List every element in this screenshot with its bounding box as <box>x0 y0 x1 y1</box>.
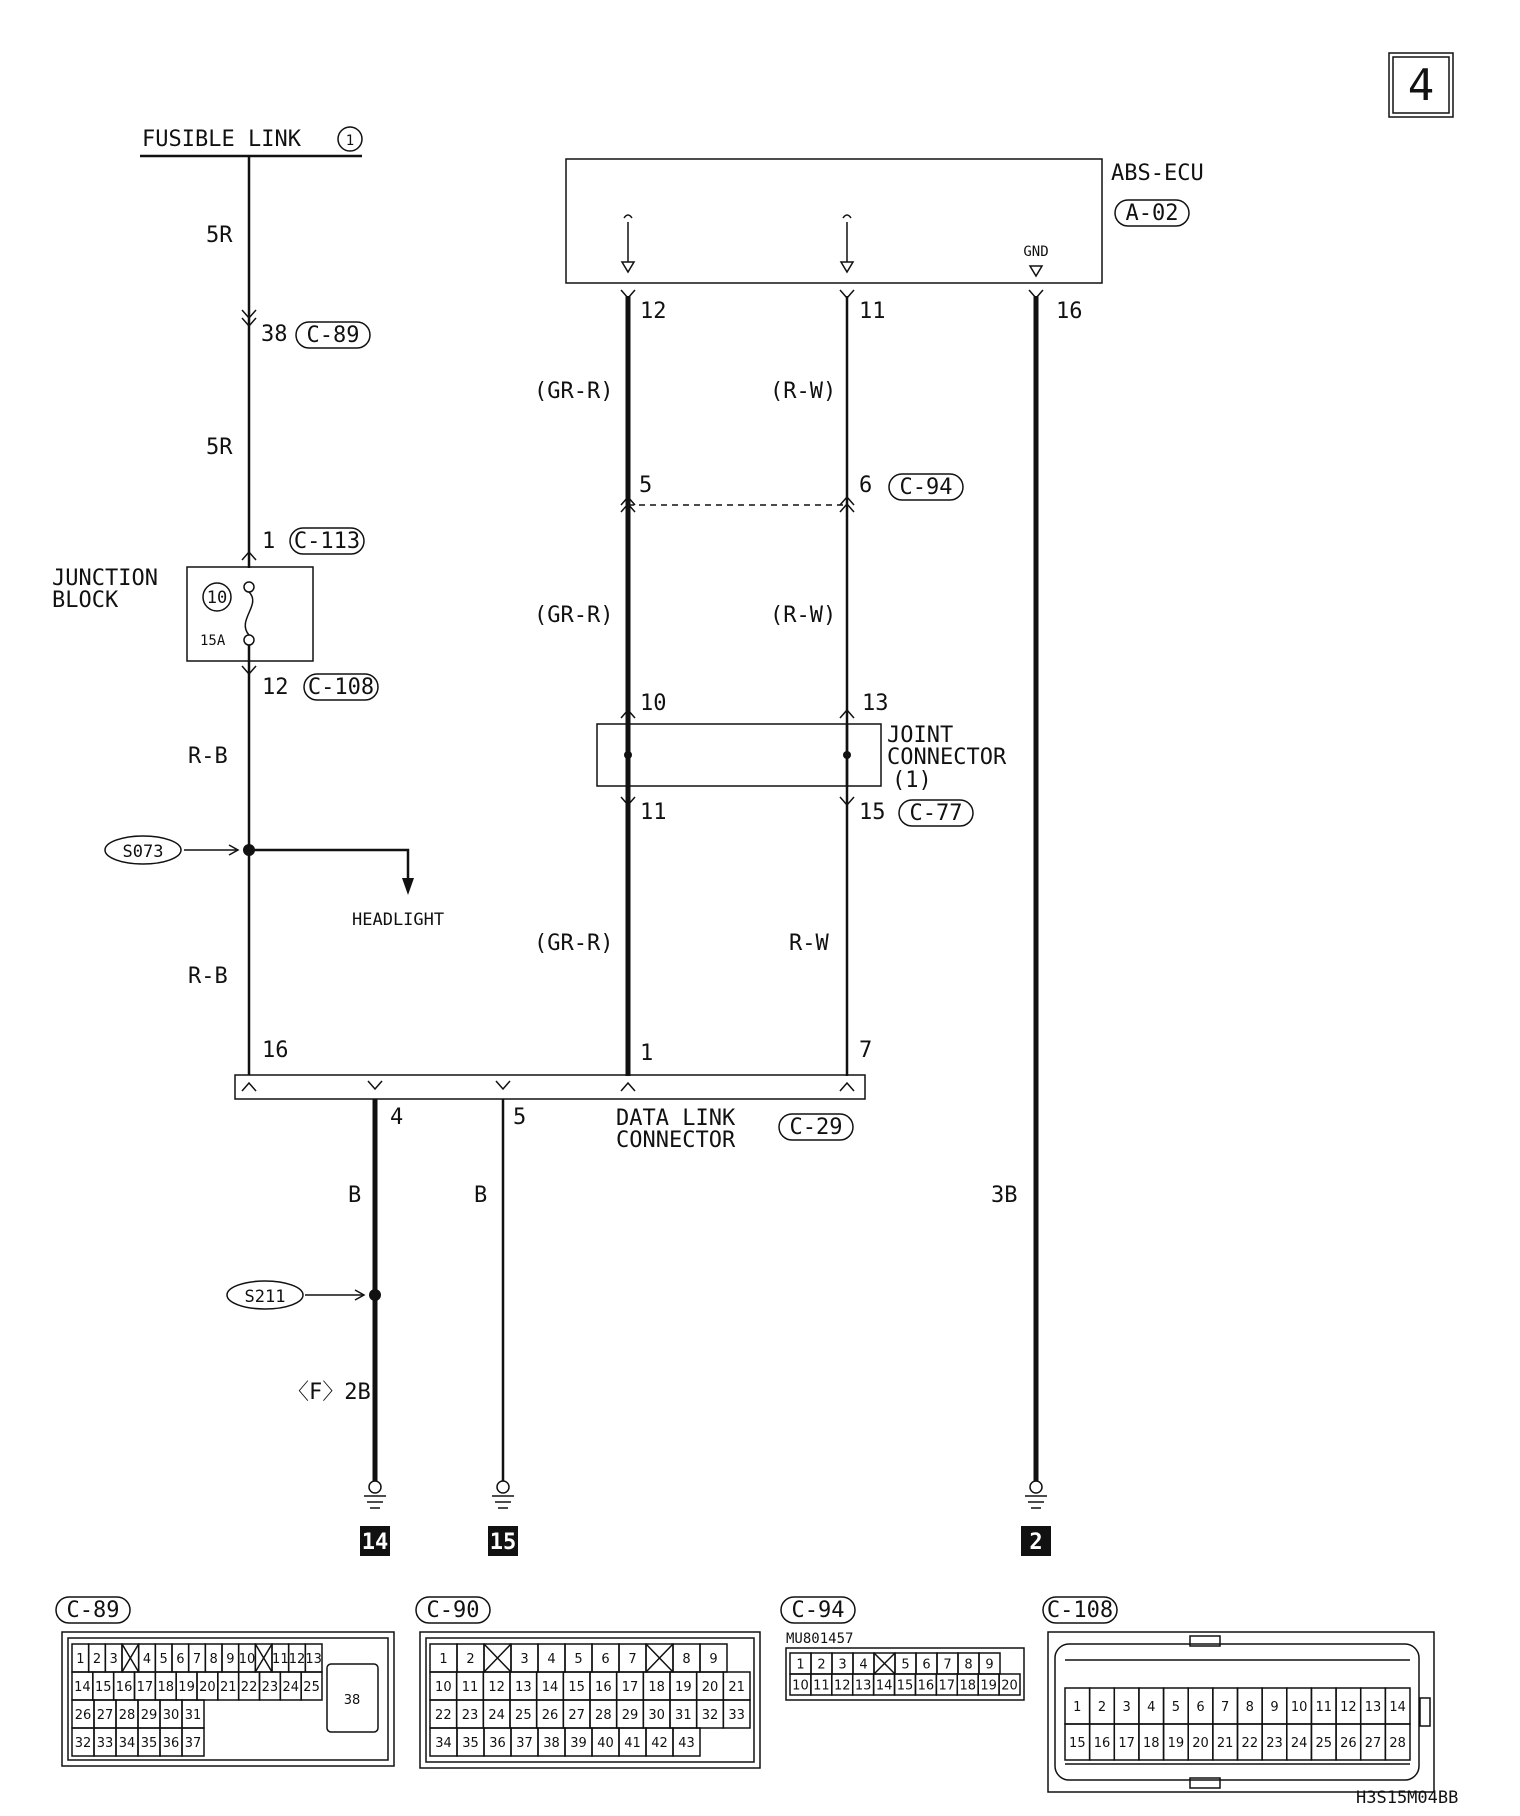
pin-number: 18 <box>648 1680 665 1695</box>
fuse-element <box>245 592 253 635</box>
pin-number: 14 <box>1389 1700 1406 1715</box>
pin-number: 6 <box>1196 1700 1205 1715</box>
ground-2-number: 2 <box>1029 1530 1043 1555</box>
pin-number: 7 <box>943 1657 952 1673</box>
pin-number: 26 <box>541 1708 559 1723</box>
joint-connector <box>597 691 1007 793</box>
blank-pin-mark <box>484 1644 511 1672</box>
pin-number: 4 <box>547 1652 556 1667</box>
wire-color-b5: B <box>474 1183 488 1208</box>
pin-number: 13 <box>305 1652 322 1667</box>
wire-color-grr-3: (GR-R) <box>534 931 614 956</box>
pin-number: 12 <box>488 1680 505 1695</box>
page-number-box <box>1389 53 1453 117</box>
wire-ecu-ground <box>991 290 1083 1482</box>
ecu-connector: A-02 <box>1125 201 1179 226</box>
pin-number: 6 <box>922 1657 931 1673</box>
ground-15-number: 15 <box>489 1530 517 1555</box>
pin-number: 27 <box>1364 1736 1382 1751</box>
blank-pin-mark <box>874 1653 895 1674</box>
pin-number: 9 <box>226 1652 235 1667</box>
pin-number: 37 <box>516 1736 533 1751</box>
joint-pin-right: 13 <box>862 691 889 716</box>
pin-number: 9 <box>1270 1700 1279 1715</box>
splice-s211 <box>227 1281 381 1309</box>
pin-number: 36 <box>162 1736 180 1751</box>
face-view-c108 <box>1043 1597 1434 1792</box>
pin-number: 2 <box>817 1657 826 1673</box>
pin-number: 24 <box>488 1708 505 1723</box>
pin-number: 16 <box>115 1680 133 1695</box>
pin-number: 9 <box>985 1657 994 1673</box>
pin-number: 2 <box>92 1652 102 1667</box>
pin-number: 5 <box>159 1652 168 1667</box>
fusible-link <box>140 127 362 156</box>
pin-number: 13 <box>515 1680 532 1695</box>
pin-number: 19 <box>675 1680 692 1695</box>
blank-pin-mark <box>122 1644 139 1672</box>
pin-number: 16 <box>917 1678 935 1694</box>
pin-number: 21 <box>219 1680 237 1695</box>
pin-number: 28 <box>1389 1736 1406 1751</box>
connector-c94 <box>621 473 963 512</box>
pin-number: 23 <box>461 1708 479 1723</box>
pin-number: 42 <box>651 1736 668 1751</box>
pin-number: 25 <box>303 1680 320 1695</box>
pin-number: 23 <box>261 1680 279 1695</box>
s073-label: S073 <box>122 842 164 862</box>
pin-number: 8 <box>209 1652 218 1667</box>
pin-number: 1 <box>1073 1700 1082 1715</box>
ecu-pin-16: 16 <box>1056 299 1083 324</box>
fusible-link-number: 1 <box>345 133 355 149</box>
face-view-c90 <box>416 1597 760 1768</box>
pin-number: 1 <box>76 1652 85 1667</box>
c94-pin-left: 5 <box>639 473 653 498</box>
pin-number: 13 <box>1364 1700 1382 1715</box>
pin-number: 10 <box>238 1652 256 1667</box>
wire-color-rw-1: (R-W) <box>770 379 837 404</box>
pin-number: 4 <box>1147 1700 1156 1715</box>
pin-number: 8 <box>1245 1700 1254 1715</box>
page-number: 4 <box>1407 60 1435 111</box>
wire-color-rw-3: R-W <box>789 931 829 956</box>
pin-number: 14 <box>875 1678 893 1694</box>
pin-number: 25 <box>515 1708 532 1723</box>
pin-number: 17 <box>938 1678 956 1694</box>
connector-c89 <box>261 322 370 348</box>
c113-code: C-113 <box>293 529 361 554</box>
pin-number: 11 <box>272 1652 289 1667</box>
pin-number: 25 <box>1315 1736 1333 1751</box>
pin-number: 3 <box>109 1652 118 1667</box>
wire-color-grr-2: (GR-R) <box>534 603 614 628</box>
dlc-pin-4: 4 <box>390 1105 404 1130</box>
pin-number: 35 <box>140 1736 158 1751</box>
pin-number: 20 <box>701 1680 719 1695</box>
pin-number: 12 <box>833 1678 851 1694</box>
c108-pin: 12 <box>262 675 289 700</box>
pin-number: 20 <box>1001 1678 1018 1694</box>
pin-number: 6 <box>601 1652 610 1667</box>
fuse-rating: 15A <box>200 633 226 649</box>
wire-r-w <box>770 290 886 1076</box>
wire-color-b4: B <box>348 1183 362 1208</box>
pin-number: 10 <box>1290 1700 1308 1715</box>
pin-number: 15 <box>568 1680 585 1695</box>
pin-number: 26 <box>1340 1736 1357 1751</box>
face-c90-code: C-90 <box>426 1598 480 1623</box>
dlc-pin-16: 16 <box>262 1038 289 1063</box>
pin-number: 15 <box>94 1680 112 1695</box>
pin-number: 5 <box>901 1657 910 1673</box>
pin-number: 12 <box>288 1652 306 1667</box>
pin-number: 11 <box>1315 1700 1333 1715</box>
fuse-terminal-bottom <box>244 635 254 645</box>
c77-code: C-77 <box>909 801 963 826</box>
c89-pin: 38 <box>261 322 288 347</box>
wire-color-rb-lower: R-B <box>188 964 228 989</box>
pin-number: 10 <box>792 1678 809 1694</box>
face-c94-part: MU801457 <box>786 1631 854 1647</box>
pin-number: 3 <box>838 1657 847 1673</box>
pin-number: 33 <box>728 1708 745 1723</box>
pin-number: 22 <box>1241 1736 1259 1751</box>
pin-number: 18 <box>1142 1736 1160 1751</box>
ground-14-number: 14 <box>361 1530 389 1555</box>
dlc-pin-5: 5 <box>513 1105 527 1130</box>
pin-number: 16 <box>1093 1736 1111 1751</box>
pin-number: 2 <box>466 1652 475 1667</box>
dlc-ground-wires <box>287 1099 503 1482</box>
pin-number: 11 <box>813 1678 830 1694</box>
pin-number: 21 <box>728 1680 745 1695</box>
wire-gr-r <box>534 290 667 1076</box>
power-feed-wire <box>188 156 256 1075</box>
pin-number: 6 <box>176 1652 185 1667</box>
pin-number: 22 <box>435 1708 452 1723</box>
pin-number: 16 <box>595 1680 612 1695</box>
pin-number: 5 <box>574 1652 583 1667</box>
ecu-pin-12: 12 <box>640 299 667 324</box>
pin-number: 15 <box>1069 1736 1086 1751</box>
pin-number: 28 <box>118 1708 136 1723</box>
pin-number: 34 <box>435 1736 452 1751</box>
joint-label-2: CONNECTOR <box>887 745 1007 770</box>
splice-s073 <box>105 836 444 930</box>
c94-code: C-94 <box>899 475 953 500</box>
pin-number: 31 <box>184 1708 202 1723</box>
pin-number: 29 <box>621 1708 639 1723</box>
connector-c113 <box>262 528 364 554</box>
c77-pin-right: 15 <box>859 800 886 825</box>
face-c94-code: C-94 <box>791 1598 845 1623</box>
pin-number: 15 <box>896 1678 914 1694</box>
ecu-name: ABS-ECU <box>1111 161 1204 186</box>
pin-number: 35 <box>462 1736 479 1751</box>
fusible-link-label: FUSIBLE LINK <box>142 127 301 152</box>
pin-number: 19 <box>1167 1736 1185 1751</box>
pin-number: 20 <box>199 1680 216 1695</box>
pin-number: 26 <box>74 1708 92 1723</box>
pin-number: 14 <box>541 1680 559 1695</box>
c108-pin-grid <box>1065 1688 1410 1760</box>
wire-color-grr-1: (GR-R) <box>534 379 614 404</box>
pin-number: 19 <box>980 1678 997 1694</box>
ground-2 <box>1021 1481 1051 1556</box>
pin-number: 3 <box>1122 1700 1131 1715</box>
pin-number: 19 <box>178 1680 195 1695</box>
ground-14 <box>360 1481 390 1556</box>
pin-number: 8 <box>682 1652 691 1667</box>
face-c108-code: C-108 <box>1046 1598 1114 1623</box>
ecu-gnd-label: GND <box>1023 244 1049 260</box>
pin-number: 39 <box>570 1736 587 1751</box>
pin-number: 2 <box>1097 1700 1107 1715</box>
pin-number: 14 <box>74 1680 91 1695</box>
pin-number: 22 <box>240 1680 258 1695</box>
junction-block-label-2: BLOCK <box>52 588 119 613</box>
wire-color-rw-2: (R-W) <box>770 603 837 628</box>
headlight-label: HEADLIGHT <box>352 910 445 930</box>
ground-15 <box>488 1481 518 1556</box>
pin-number: 7 <box>1221 1700 1230 1715</box>
c108-code: C-108 <box>307 675 375 700</box>
c89-code: C-89 <box>306 323 360 348</box>
pin-number: 40 <box>597 1736 614 1751</box>
pin-number: 31 <box>675 1708 692 1723</box>
pin-number: 8 <box>964 1657 973 1673</box>
blank-pin-mark <box>255 1644 272 1672</box>
pin-number: 41 <box>624 1736 641 1751</box>
pin-number: 24 <box>1290 1736 1308 1751</box>
dlc-pin-1: 1 <box>640 1041 654 1066</box>
wire-color-5r-upper: 5R <box>206 223 233 248</box>
pin-number: 29 <box>140 1708 158 1723</box>
pin-number: 9 <box>709 1652 718 1667</box>
abs-ecu <box>566 159 1204 283</box>
fuse-number: 10 <box>206 588 228 608</box>
pin-number: 36 <box>489 1736 506 1751</box>
footer-code: H3S15M04BB <box>1356 1788 1459 1808</box>
dlc-code: C-29 <box>789 1115 843 1140</box>
connector-c77 <box>621 797 973 826</box>
pin-number: 11 <box>461 1680 479 1695</box>
pin-number: 24 <box>282 1680 300 1695</box>
blank-pin-mark <box>646 1644 673 1672</box>
pin-number: 18 <box>959 1678 977 1694</box>
pin-number: 32 <box>74 1736 92 1751</box>
dlc-label-2: CONNECTOR <box>616 1128 736 1153</box>
pin-number: 28 <box>595 1708 612 1723</box>
pin-number: 1 <box>796 1657 805 1673</box>
pin-number: 12 <box>1340 1700 1357 1715</box>
wire-color-3b: 3B <box>991 1183 1018 1208</box>
wire-color-f2b: 〈F〉2B <box>287 1380 371 1405</box>
pin-number: 4 <box>142 1652 152 1667</box>
connector-c108 <box>262 674 378 700</box>
c89-big-pin: 38 <box>343 1693 361 1708</box>
c77-pin-left: 11 <box>640 800 667 825</box>
ecu-pin-11: 11 <box>859 299 886 324</box>
dlc-label-1: DATA LINK <box>616 1106 736 1131</box>
pin-number: 27 <box>96 1708 114 1723</box>
pin-number: 27 <box>568 1708 585 1723</box>
pin-number: 10 <box>435 1680 452 1695</box>
c94-pin-grid <box>790 1653 1020 1695</box>
face-c89-code: C-89 <box>66 1598 120 1623</box>
s211-label: S211 <box>244 1287 286 1307</box>
pin-number: 34 <box>118 1736 136 1751</box>
pin-number: 30 <box>162 1708 180 1723</box>
pin-number: 20 <box>1192 1736 1209 1751</box>
pin-number: 4 <box>859 1657 868 1673</box>
joint-label-3: (1) <box>892 768 932 793</box>
junction-block-label-1: JUNCTION <box>52 566 158 591</box>
pin-number: 18 <box>157 1680 175 1695</box>
c94-pin-right: 6 <box>859 473 873 498</box>
wire-color-5r-lower: 5R <box>206 435 233 460</box>
pin-number: 33 <box>96 1736 114 1751</box>
pin-number: 23 <box>1266 1736 1283 1751</box>
pin-number: 5 <box>1171 1700 1181 1715</box>
joint-pin-left: 10 <box>640 691 667 716</box>
face-view-c89 <box>56 1597 394 1766</box>
pin-number: 37 <box>184 1736 202 1751</box>
pin-number: 32 <box>701 1708 719 1723</box>
fuse-terminal-top <box>244 582 254 592</box>
pin-number: 7 <box>192 1652 202 1667</box>
c113-pin: 1 <box>262 529 276 554</box>
pin-number: 1 <box>439 1652 448 1667</box>
wire-color-rb-upper: R-B <box>188 744 228 769</box>
data-link-connector <box>235 1038 872 1153</box>
pin-number: 43 <box>678 1736 695 1751</box>
pin-number: 13 <box>854 1678 872 1694</box>
pin-number: 17 <box>621 1680 639 1695</box>
dlc-pin-7: 7 <box>859 1038 873 1063</box>
c90-pin-grid <box>430 1644 750 1756</box>
pin-number: 7 <box>628 1652 637 1667</box>
face-view-c94 <box>781 1597 1024 1700</box>
pin-number: 3 <box>520 1652 529 1667</box>
pin-number: 17 <box>136 1680 154 1695</box>
pin-number: 17 <box>1118 1736 1135 1751</box>
pin-number: 38 <box>543 1736 560 1751</box>
junction-block <box>52 566 313 661</box>
joint-label-1: JOINT <box>887 723 954 748</box>
pin-number: 30 <box>648 1708 665 1723</box>
pin-number: 21 <box>1216 1736 1234 1751</box>
c89-pin-grid <box>72 1644 322 1756</box>
